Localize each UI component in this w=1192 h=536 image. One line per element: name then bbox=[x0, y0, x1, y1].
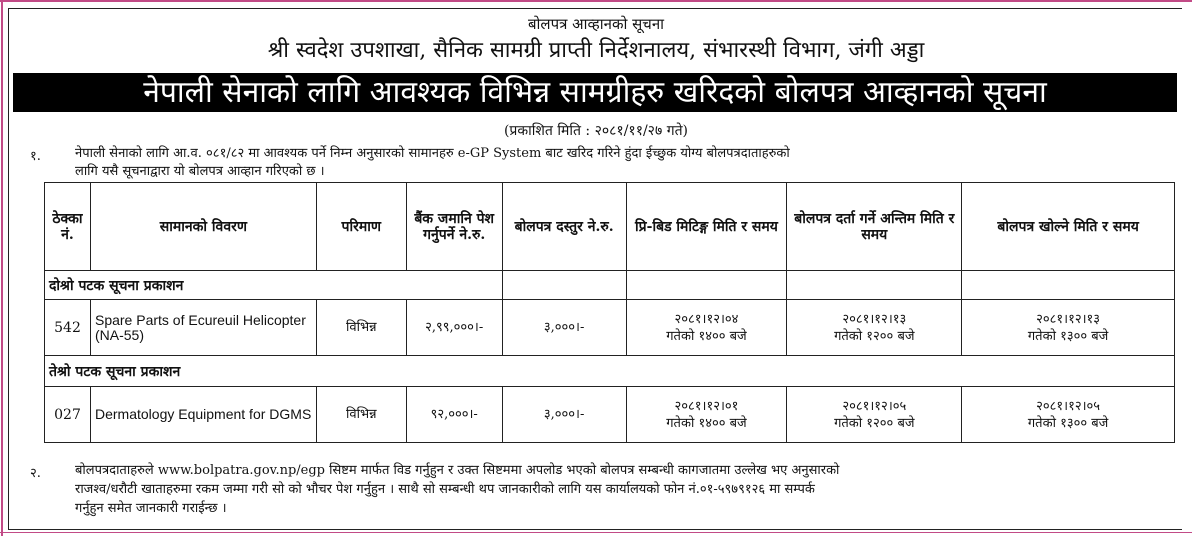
opening-datetime bbox=[962, 300, 1175, 356]
opening-date: २०८१।१२।१३ bbox=[1036, 311, 1101, 327]
registration-date: २०८१।१२।०५ bbox=[842, 398, 907, 414]
prebid-date: २०८१।१२।०१ bbox=[674, 398, 739, 414]
prebid-time: गतेको १४०० बजे bbox=[666, 328, 747, 344]
para1-line1: नेपाली सेनाको लागि आ.व. ०८१/८२ मा आवश्यक पर्ने निम्न अनुसारको सामानहरु e-GP System बाट खरिद गरिने हुंदा ईच्छुक योग्य बोलपत्रदाताहरुको bbox=[75, 146, 790, 161]
item-description: Spare Parts of Ecureuil Helicopter (NA-55) bbox=[90, 300, 316, 356]
para2-line2: राजश्व/धरौटी खाताहरुमा रकम जम्मा गरी सो को भौचर पेश गर्नुहुन । साथै सो सम्बन्धी थप जानकारीको लागि यस कार्यालयको फोन नं.०१-५९७९१२६ मा सम्पर्क bbox=[75, 482, 815, 497]
published-date: (प्रकाशित मिति : २०८१/११/२७ गते) bbox=[503, 123, 689, 139]
header-opening-date: बोलपत्र खोल्ने मिति र समय bbox=[962, 183, 1175, 271]
item-quantity: विभिन्न bbox=[316, 300, 406, 356]
bank-guarantee-amount: २,९९,०००।- bbox=[406, 300, 502, 356]
item-quantity: विभिन्न bbox=[316, 387, 406, 443]
bottom-border-line bbox=[0, 532, 1192, 533]
table-row bbox=[45, 387, 1175, 443]
contract-no: 542 bbox=[45, 300, 91, 356]
para1-line2: लागि यसै सूचनाद्वारा यो बोलपत्र आव्हान गरिएको छ । bbox=[75, 164, 325, 179]
opening-time: गतेको १३०० बजे bbox=[1027, 415, 1109, 431]
bid-fee-amount: ३,०००।- bbox=[502, 300, 626, 356]
tender-table bbox=[44, 182, 1175, 443]
header-bid-fee: बोलपत्र दस्तुर ने.रु. bbox=[502, 183, 626, 271]
header-prebid-meeting: प्रि-बिड मिटिङ्ग मिति र समय bbox=[626, 183, 787, 271]
header-quantity: परिमाण bbox=[316, 183, 406, 271]
prebid-datetime bbox=[626, 300, 787, 356]
registration-date: २०८१।१२।१३ bbox=[842, 311, 907, 327]
notice-title-banner: नेपाली सेनाको लागि आवश्यक विभिन्न सामग्रीहरु खरिदको बोलपत्र आव्हानको सूचना bbox=[13, 73, 1177, 112]
table-row bbox=[45, 300, 1175, 356]
table-header-row bbox=[45, 183, 1175, 271]
header-bank-guarantee: बैंक जमानि पेश गर्नुपर्ने ने.रु. bbox=[406, 183, 502, 271]
para1-number: १. bbox=[30, 149, 41, 164]
bid-fee-amount: ३,०००।- bbox=[502, 387, 626, 443]
registration-time: गतेको १२०० बजे bbox=[834, 328, 915, 344]
prebid-date: २०८१।१२।०४ bbox=[674, 311, 739, 327]
left-border-line bbox=[1, 0, 3, 536]
header-registration-deadline: बोलपत्र दर्ता गर्ने अन्तिम मिति र समय bbox=[787, 183, 962, 271]
section-title: तेश्रो पटक सूचना प्रकाशन bbox=[45, 356, 1175, 387]
opening-date: २०८१।१२।०५ bbox=[1036, 398, 1101, 414]
opening-datetime bbox=[962, 387, 1175, 443]
item-description: Dermatology Equipment for DGMS bbox=[90, 387, 316, 443]
section-row bbox=[45, 271, 1175, 300]
header-description: सामानको विवरण bbox=[90, 183, 316, 271]
registration-time: गतेको १२०० बजे bbox=[834, 415, 915, 431]
registration-datetime bbox=[787, 300, 962, 356]
registration-datetime bbox=[787, 387, 962, 443]
notice-heading: बोलपत्र आव्हानको सूचना bbox=[527, 15, 665, 33]
section-title: दोश्रो पटक सूचना प्रकाशन bbox=[45, 271, 503, 300]
contract-no: 027 bbox=[45, 387, 91, 443]
para2-number: २. bbox=[30, 466, 41, 481]
para2-line1: बोलपत्रदाताहरुले www.bolpatra.gov.np/egp सिष्टम मार्फत विड गर्नुहुन र उक्त सिष्टममा अपलोड भएको बोलपत्र सम्बन्धी कागजातमा उल्लेख भए अनुसारको bbox=[75, 463, 840, 478]
prebid-time: गतेको १४०० बजे bbox=[666, 415, 747, 431]
prebid-datetime bbox=[626, 387, 787, 443]
top-border-line bbox=[0, 0, 1192, 2]
header-contract-no: ठेक्का नं. bbox=[45, 183, 91, 271]
bank-guarantee-amount: ९२,०००।- bbox=[406, 387, 502, 443]
para2-line3: गर्नुहुन समेत जानकारी गराईन्छ । bbox=[75, 501, 227, 516]
section-row bbox=[45, 356, 1175, 387]
office-name: श्री स्वदेश उपशाखा, सैनिक सामग्री प्राप्ती निर्देशनालय, संभारस्थी विभाग, जंगी अड्डा bbox=[267, 38, 925, 63]
opening-time: गतेको १३०० बजे bbox=[1027, 328, 1109, 344]
